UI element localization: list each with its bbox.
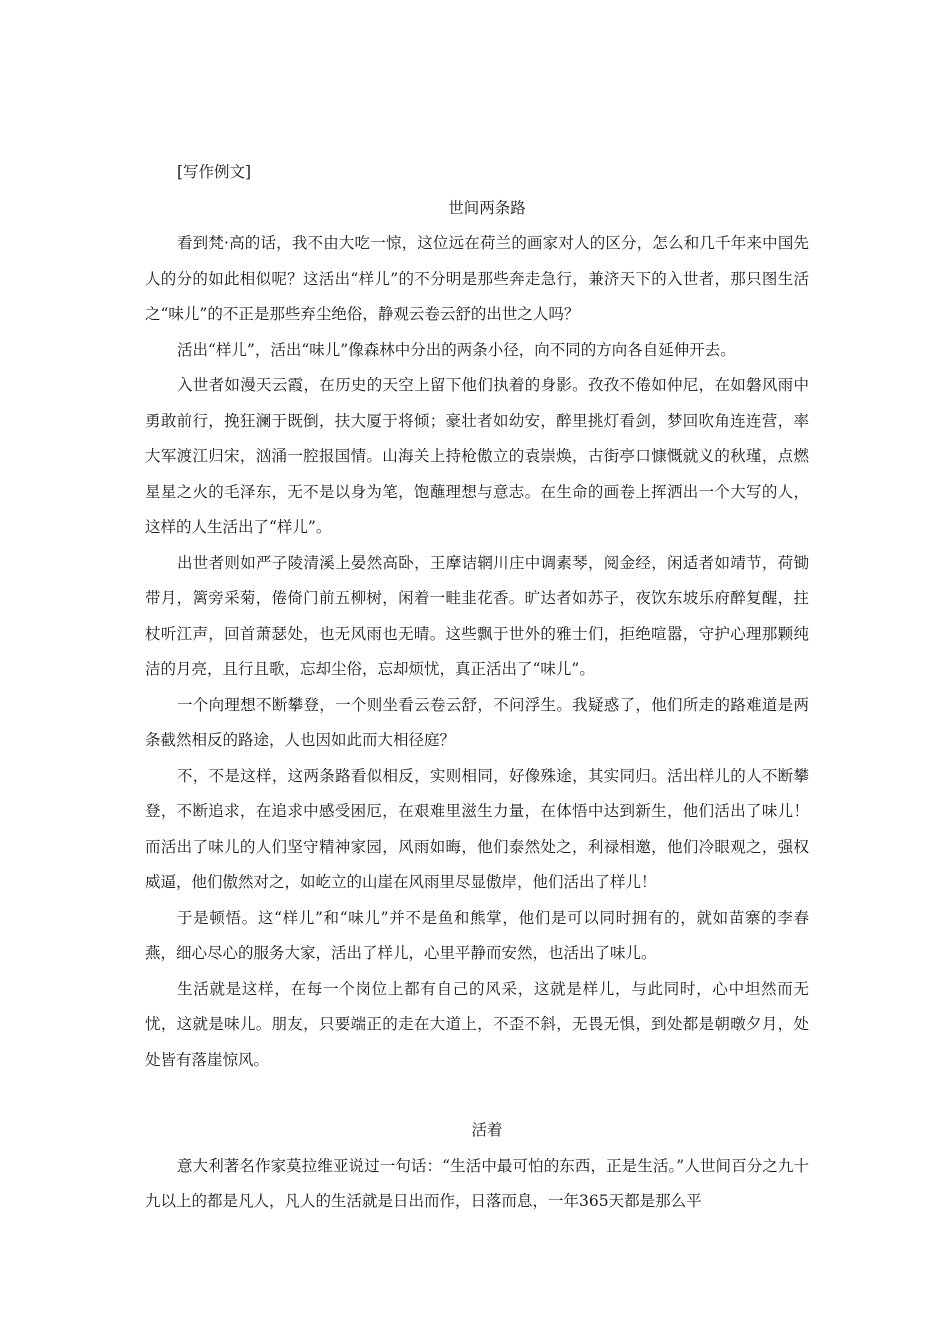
paragraph: 看到梵·高的话，我不由大吃一惊，这位远在荷兰的画家对人的区分，怎么和几千年来中国先人的分的如此相似呢？这活出“样儿”的不分明是那些奔走急行，兼济天下的入世者，那只图生活之“味儿”的不正是那些弃尘绝俗，静观云卷云舒的出世之人吗？: [145, 234, 809, 323]
essay-title: 世间两条路: [448, 198, 526, 217]
section-label: [写作例文]: [177, 163, 252, 181]
document-body: [145, 155, 809, 1220]
paragraph: 不，不是这样，这两条路看似相反，实则相同，好像殊途，其实同归。活出样儿的人不断攀登，不断追求，在追求中感受困厄，在艰难里滋生力量，在体悟中达到新生，他们活出了味儿！而活出了味儿的人们坚守精神家园，风雨如晦，他们泰然处之，利禄相邀，他们冷眼观之，强权威逼，他们傲然对之，如屹立的山崖在风雨里尽显傲岸，他们活出了样儿！: [145, 766, 809, 891]
paragraph: 一个向理想不断攀登，一个则坐看云卷云舒，不问浮生。我疑惑了，他们所走的路难道是两条截然相反的路途，人也因如此而大相径庭？: [145, 695, 809, 749]
section-gap: [145, 1078, 809, 1113]
paragraph: 活出“样儿”，活出“味儿”像森林中分出的两条小径，向不同的方向各自延伸开去。: [177, 340, 736, 359]
paragraph: 生活就是这样，在每一个岗位上都有自己的风采，这就是样儿，与此同时，心中坦然而无忧，这就是味儿。朋友，只要端正的走在大道上，不歪不斜，无畏无惧，到处都是朝暾夕月，处处皆有落崖惊风。: [145, 979, 809, 1069]
paragraph: 出世者则如严子陵清溪上晏然高卧，王摩诘辋川庄中调素琴，阅金经，闲适者如靖节，荷锄带月，篱旁采菊，倦倚门前五柳树，闲着一畦韭花香。旷达者如苏子，夜饮东坡乐府醉复醒，拄杖听江声，回首萧瑟处，也无风雨也无晴。这些飘于世外的雅士们，拒绝喧嚣，守护心理那颗纯洁的月亮，且行且歌，忘却尘俗，忘却烦忧，真正活出了“味儿”。: [145, 553, 809, 678]
paragraph: 意大利著名作家莫拉维亚说过一句话：“生活中最可怕的东西，正是生活。”人世间百分之九十九以上的都是凡人，凡人的生活就是日出而作，日落而息，一年365天都是那么平: [145, 1156, 809, 1210]
paragraph: 于是顿悟。这“样儿”和“味儿”并不是鱼和熊掌，他们是可以同时拥有的，就如苗寨的李春燕，细心尽心的服务大家，活出了样儿，心里平静而安然，也活出了味儿。: [145, 908, 809, 962]
essay-title: 活着: [471, 1121, 503, 1139]
paragraph: 入世者如漫天云霞，在历史的天空上留下他们执着的身影。孜孜不倦如仲尼，在如磐风雨中勇敢前行，挽狂澜于既倒，扶大厦于将倾；豪壮者如幼安，醉里挑灯看剑，梦回吹角连连营，率大军渡江归宋，汹涌一腔报国情。山海关上持枪傲立的袁崇焕，古街亭口慷慨就义的秋瑾，点燃星星之火的毛泽东，无不是以身为笔，饱蘸理想与意志。在生命的画卷上挥洒出一个大写的人，这样的人生活出了“样儿”。: [145, 376, 809, 536]
